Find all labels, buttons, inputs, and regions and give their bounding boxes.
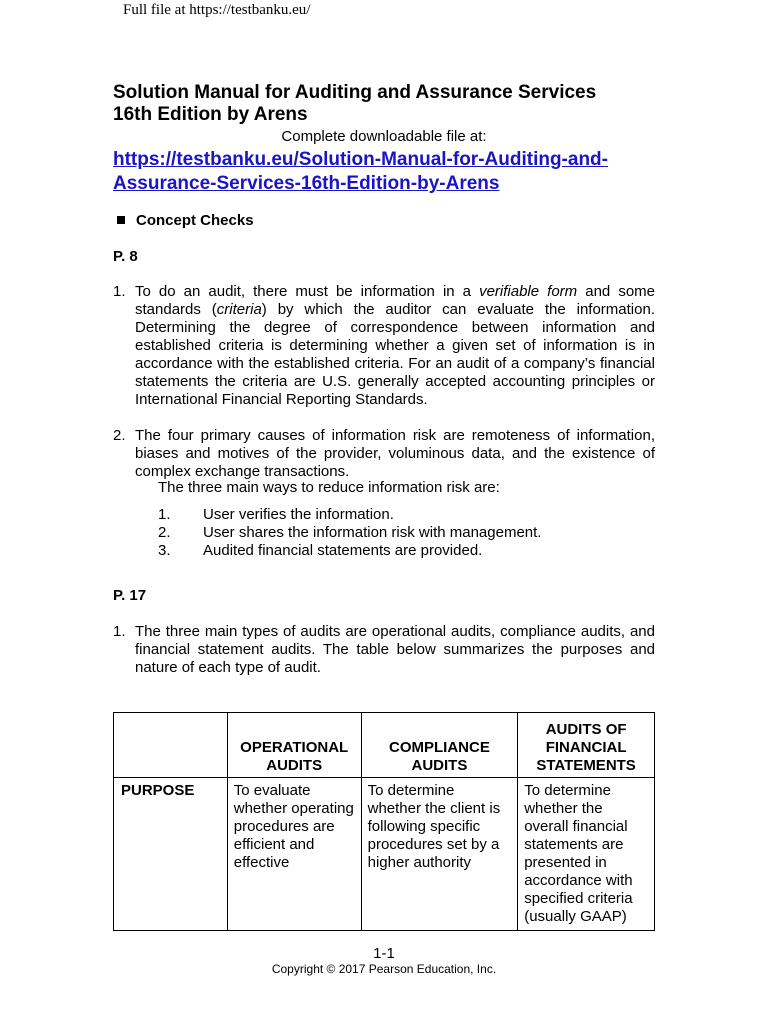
item-text: The three main types of audits are operational audits, compliance audits, and financial statement audits. The table below summarizes the purposes and nature of each type of audit. [135, 623, 655, 676]
section-heading [117, 212, 254, 230]
item-text: The four primary causes of information risk are remoteness of information, biases and motives of the provider, voluminous data, and the existence of complex exchange transactions. [135, 427, 655, 480]
download-link-line-1[interactable]: https://testbanku.eu/Solution-Manual-for-Auditing-and- [113, 149, 608, 170]
table-header-cell: AUDITS OF FINANCIAL STATEMENTS [518, 713, 655, 778]
audit-types-table [113, 712, 655, 931]
document-title [113, 82, 673, 126]
table-row-label: PURPOSE [114, 778, 228, 931]
p8-item-2 [113, 427, 655, 481]
table-cell: To evaluate whether operating procedures are efficient and effective [227, 778, 361, 931]
item-text-emphasis: criteria [216, 301, 262, 318]
page-number: 1-1 [373, 945, 395, 962]
page-ref-p17: P. 17 [113, 587, 147, 604]
title-line-2: 16th Edition by Arens [113, 104, 308, 125]
item-text-emphasis: verifiable form [479, 283, 578, 300]
list-item-text: User verifies the information. [203, 506, 394, 523]
list-item-number: 1. [158, 506, 171, 523]
table-header-cell: COMPLIANCE AUDITS [361, 713, 518, 778]
item-number: 1. [113, 283, 126, 300]
table-header-cell: OPERATIONAL AUDITS [227, 713, 361, 778]
item-number: 2. [113, 427, 126, 444]
item-text-part: ) by which the auditor can evaluate the information. Determining the degree of correspondence between information and established criteria is determining whether a given set of information is in accordance with the established criteria. For an audit of a company’s financial statements the criteria are U.S. generally accepted accounting principles or International Financial Reporting Standards. [135, 301, 655, 408]
list-item-number: 3. [158, 542, 171, 559]
header-note: Full file at https://testbanku.eu/ [123, 2, 311, 18]
item-text [135, 283, 655, 409]
table-header-cell [114, 713, 228, 778]
copyright-notice: Copyright © 2017 Pearson Education, Inc. [271, 962, 497, 976]
table-header-row [114, 713, 655, 778]
table-cell: To determine whether the overall financial statements are presented in accordance with specified criteria (usually GAAP) [518, 778, 655, 931]
p8-item-1 [113, 283, 655, 409]
page-ref-p8: P. 8 [113, 248, 138, 265]
item-text-part: and some standards ( [135, 283, 655, 318]
p17-item-1 [113, 623, 655, 677]
square-bullet-icon [117, 216, 125, 224]
download-link[interactable] [113, 148, 673, 196]
item-number: 1. [113, 623, 126, 640]
download-link-line-2[interactable]: Assurance-Services-16th-Edition-by-Arens [113, 173, 500, 194]
table-row [114, 778, 655, 931]
list-item-number: 2. [158, 524, 171, 541]
table-cell: To determine whether the client is following specific procedures set by a higher authority [361, 778, 518, 931]
title-line-1: Solution Manual for Auditing and Assurance Services [113, 82, 597, 103]
list-item-text: User shares the information risk with management. [203, 524, 542, 541]
download-note: Complete downloadable file at: [281, 128, 487, 145]
list-item-text: Audited financial statements are provided. [203, 542, 483, 559]
section-heading-label: Concept Checks [136, 212, 254, 229]
item-text-part: To do an audit, there must be information in a [135, 283, 480, 300]
risk-reduction-intro: The three main ways to reduce information risk are: [158, 479, 500, 496]
